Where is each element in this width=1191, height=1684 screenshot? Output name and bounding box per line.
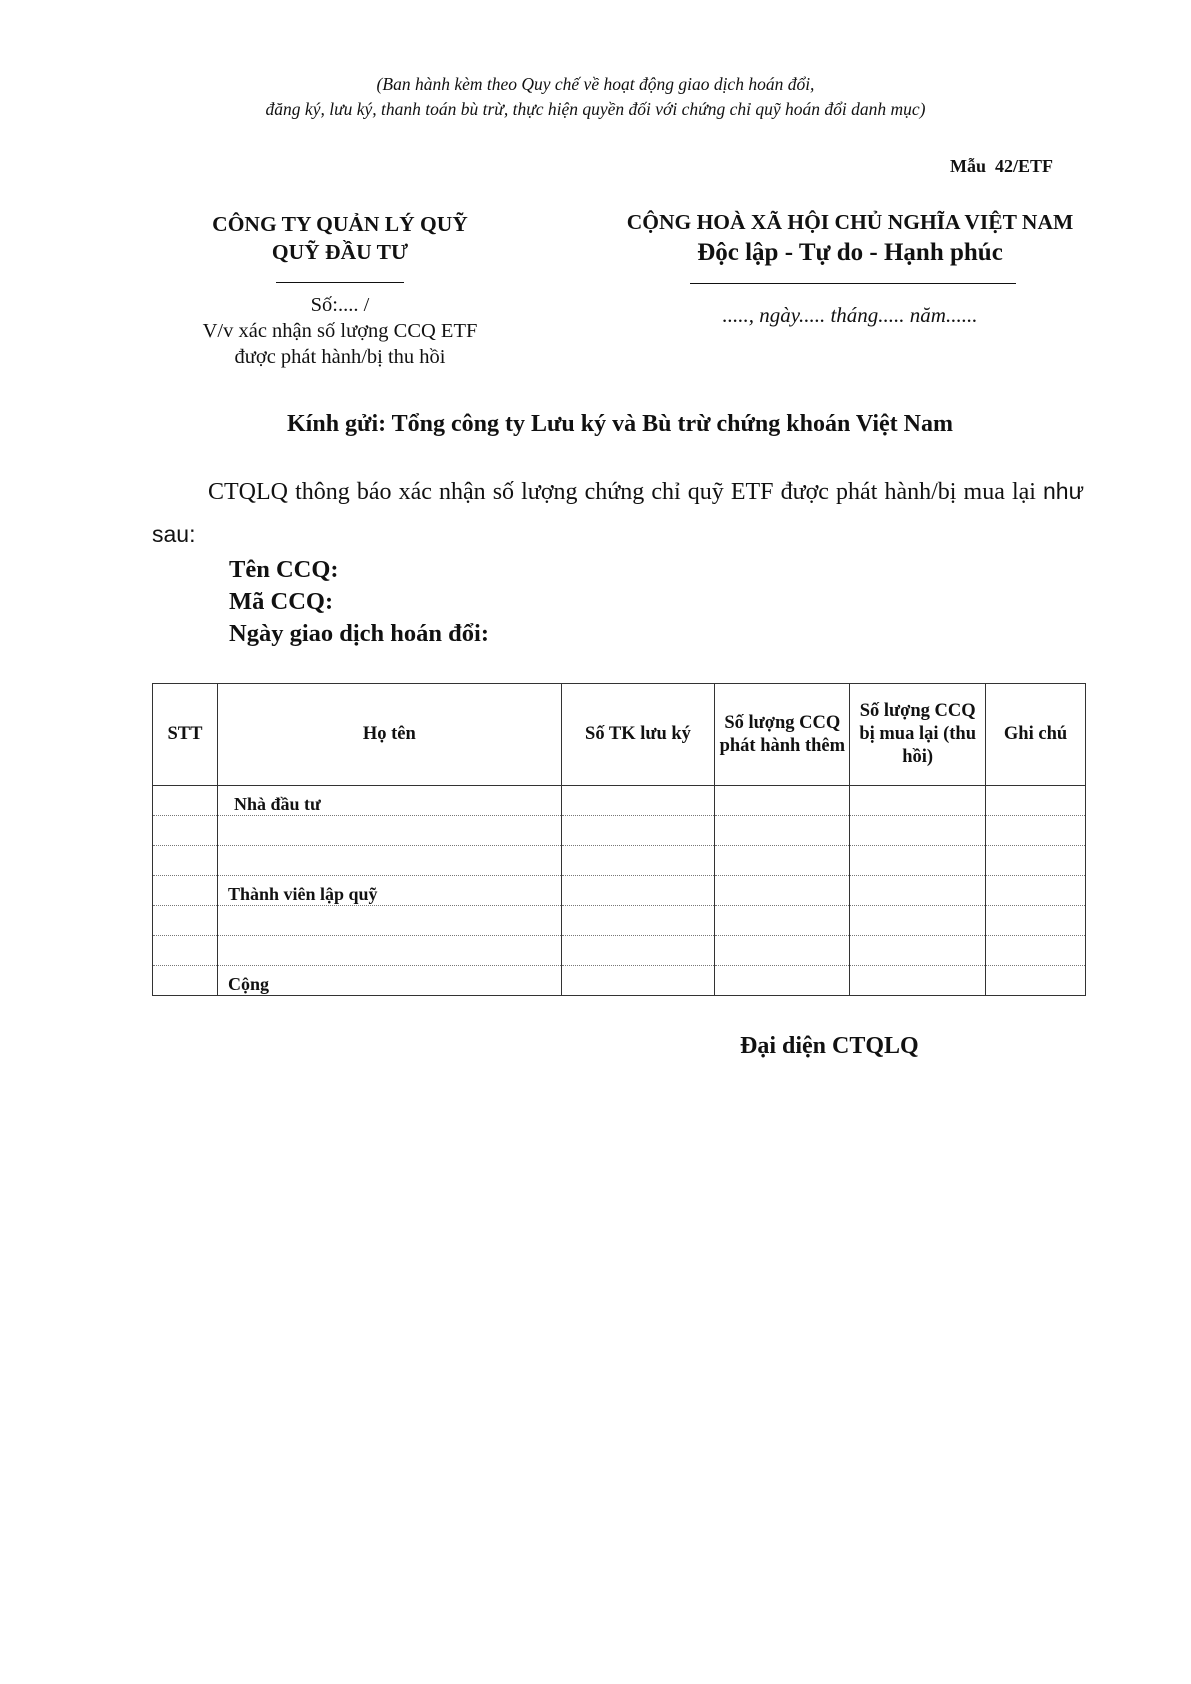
issuer-org-line-2: QUỸ ĐẦU TƯ bbox=[271, 240, 409, 264]
table-row bbox=[153, 846, 1086, 876]
fund-name-label: Tên CCQ: bbox=[229, 556, 339, 583]
body-paragraph-tail: như sau: bbox=[152, 478, 1084, 547]
row-label-investor: Nhà đầu tư bbox=[217, 786, 561, 816]
issuance-table bbox=[152, 683, 1086, 996]
swap-date-label: Ngày giao dịch hoán đổi: bbox=[229, 620, 490, 647]
body-paragraph bbox=[152, 470, 1084, 556]
preamble bbox=[0, 72, 1191, 122]
table-row bbox=[153, 906, 1086, 936]
header-issued: Số lượng CCQ phát hành thêm bbox=[715, 684, 850, 786]
subject-line-2: được phát hành/bị thu hồi bbox=[234, 346, 446, 368]
table-row bbox=[153, 816, 1086, 846]
header-name: Họ tên bbox=[217, 684, 561, 786]
table-row-total bbox=[153, 966, 1086, 996]
table-header-row bbox=[153, 684, 1086, 786]
fund-code-label: Mã CCQ: bbox=[229, 588, 334, 615]
date-line: ....., ngày..... tháng..... năm...... bbox=[722, 303, 978, 327]
preamble-line-2: đăng ký, lưu ký, thanh toán bù trừ, thực hiện quyền đối với chứng chỉ quỹ hoán đổi danh mục) bbox=[265, 99, 926, 119]
table-row bbox=[153, 786, 1086, 816]
issuer-header bbox=[160, 210, 520, 266]
national-header bbox=[580, 208, 1120, 269]
form-code: Mẫu 42/ETF bbox=[950, 156, 1054, 176]
nation-name: CỘNG HOÀ XÃ HỘI CHỦ NGHĨA VIỆT NAM bbox=[626, 210, 1074, 234]
issuer-org-line-1: CÔNG TY QUẢN LÝ QUỸ bbox=[212, 212, 468, 236]
header-stt: STT bbox=[153, 684, 218, 786]
table-row bbox=[153, 876, 1086, 906]
table-row bbox=[153, 936, 1086, 966]
recipient-line: Kính gửi: Tổng công ty Lưu ký và Bù trừ chứng khoán Việt Nam bbox=[287, 411, 953, 437]
signature-label: Đại diện CTQLQ bbox=[740, 1033, 919, 1059]
header-redeemed: Số lượng CCQ bị mua lại (thu hồi) bbox=[850, 684, 986, 786]
row-label-total: Cộng bbox=[217, 966, 561, 996]
reference-block bbox=[160, 292, 520, 370]
fund-fields bbox=[229, 554, 489, 650]
subject-line-1: V/v xác nhận số lượng CCQ ETF bbox=[202, 320, 478, 342]
motto-underline bbox=[690, 283, 1016, 284]
national-motto: Độc lập - Tự do - Hạnh phúc bbox=[697, 239, 1003, 266]
preamble-line-1: (Ban hành kèm theo Quy chế về hoạt động giao dịch hoán đổi, bbox=[376, 74, 815, 94]
body-paragraph-text: CTQLQ thông báo xác nhận số lượng chứng chỉ quỹ ETF được phát hành/bị mua lại bbox=[208, 479, 1044, 505]
header-account: Số TK lưu ký bbox=[561, 684, 715, 786]
row-label-founding-member: Thành viên lập quỹ bbox=[217, 876, 561, 906]
issuer-underline bbox=[276, 282, 404, 283]
reference-number: Số:.... / bbox=[310, 294, 370, 316]
header-note: Ghi chú bbox=[986, 684, 1086, 786]
